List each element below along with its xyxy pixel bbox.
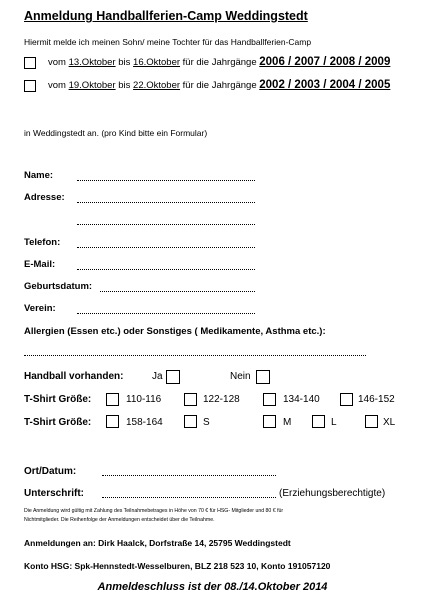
telefon-label: Telefon: — [24, 237, 61, 248]
handball-ja-label: Ja — [152, 371, 163, 382]
tshirt-122-128-label: 122-128 — [203, 394, 240, 405]
handball-ja-checkbox[interactable] — [166, 370, 180, 384]
adresse-field-1[interactable] — [77, 202, 255, 203]
handball-nein-label: Nein — [230, 371, 251, 382]
tshirt-s-checkbox[interactable] — [184, 415, 197, 428]
geburtsdatum-field[interactable] — [100, 291, 255, 292]
unterschrift-field[interactable] — [102, 497, 276, 498]
tshirt-110-116-checkbox[interactable] — [106, 393, 119, 406]
option-2-checkbox[interactable] — [24, 80, 36, 92]
tshirt-label-1: T-Shirt Größe: — [24, 394, 92, 405]
geburtsdatum-label: Geburtsdatum: — [24, 281, 93, 292]
tshirt-158-164-label: 158-164 — [126, 417, 163, 428]
option-1-checkbox[interactable] — [24, 57, 36, 69]
tshirt-146-152-label: 146-152 — [358, 394, 395, 405]
tshirt-110-116-label: 110-116 — [126, 394, 162, 405]
fine-print-line-1: Die Anmeldung wird gültig mit Zahlung des Teilnahmebetrages in Höhe von 70 € für HSG- Mitglieder und 80 € für — [24, 508, 284, 514]
konto-text: Konto HSG: Spk-Hennstedt-Wesselburen, BLZ 218 523 10, Konto 191057120 — [24, 561, 331, 571]
allergien-field[interactable] — [24, 355, 366, 356]
handball-label: Handball vorhanden: — [24, 371, 124, 382]
option-2-start: 19.Oktober — [68, 80, 116, 91]
name-label: Name: — [24, 170, 54, 181]
option-1-prefix: vom — [48, 57, 69, 68]
option-2-prefix: vom — [48, 80, 69, 91]
option-1-end: 16.Oktober — [133, 57, 181, 68]
email-field[interactable] — [77, 269, 255, 270]
sub-intro-text: in Weddingstedt an. (pro Kind bitte ein Formular) — [24, 128, 208, 138]
intro-text: Hiermit melde ich meinen Sohn/ meine Tochter für das Handballferien-Camp — [24, 37, 312, 47]
tshirt-l-label: L — [331, 417, 337, 428]
tshirt-158-164-checkbox[interactable] — [106, 415, 119, 428]
verein-field[interactable] — [77, 313, 255, 314]
fine-print-line-2: Nichtmitglieder. Die Reihenfolge der Anmeldungen entscheidet über die Teilnahme. — [24, 517, 215, 523]
tshirt-l-checkbox[interactable] — [312, 415, 325, 428]
tshirt-m-label: M — [283, 417, 292, 428]
tshirt-s-label: S — [203, 417, 210, 428]
tshirt-xl-label: XL — [383, 417, 396, 428]
ort-datum-label: Ort/Datum: — [24, 466, 77, 477]
form-title: Anmeldung Handballferien-Camp Weddingstedt — [24, 9, 308, 23]
option-2-text: für die Jahrgänge — [180, 80, 260, 91]
tshirt-134-140-checkbox[interactable] — [263, 393, 276, 406]
verein-label: Verein: — [24, 303, 56, 314]
tshirt-134-140-label: 134-140 — [283, 394, 320, 405]
option-2-label — [48, 79, 390, 91]
tshirt-146-152-checkbox[interactable] — [340, 393, 353, 406]
adresse-field-2[interactable] — [77, 224, 255, 225]
erziehung-label: (Erziehungsberechtigte) — [279, 488, 386, 499]
option-1-years: 2006 / 2007 / 2008 / 2009 — [259, 56, 391, 68]
ort-datum-field[interactable] — [102, 475, 276, 476]
unterschrift-label: Unterschrift: — [24, 488, 85, 499]
telefon-field[interactable] — [77, 247, 255, 248]
adresse-label: Adresse: — [24, 192, 65, 203]
tshirt-m-checkbox[interactable] — [263, 415, 276, 428]
deadline-text: Anmeldeschluss ist der 08./14.Oktober 2014 — [97, 581, 328, 593]
option-2-years: 2002 / 2003 / 2004 / 2005 — [259, 79, 391, 91]
option-2-end: 22.Oktober — [133, 80, 181, 91]
option-1-start: 13.Oktober — [68, 57, 116, 68]
tshirt-xl-checkbox[interactable] — [365, 415, 378, 428]
name-field[interactable] — [77, 180, 255, 181]
allergien-label: Allergien (Essen etc.) oder Sonstiges ( Medikamente, Asthma etc.): — [24, 326, 326, 337]
anmeldungen-text: Anmeldungen an: Dirk Haalck, Dorfstraße 14, 25795 Weddingstedt — [24, 538, 291, 548]
email-label: E-Mail: — [24, 259, 56, 270]
option-1-label — [48, 56, 390, 68]
tshirt-122-128-checkbox[interactable] — [184, 393, 197, 406]
option-2-mid: bis — [115, 80, 134, 91]
tshirt-label-2: T-Shirt Größe: — [24, 417, 92, 428]
option-1-text: für die Jahrgänge — [180, 57, 260, 68]
handball-nein-checkbox[interactable] — [256, 370, 270, 384]
option-1-mid: bis — [115, 57, 134, 68]
